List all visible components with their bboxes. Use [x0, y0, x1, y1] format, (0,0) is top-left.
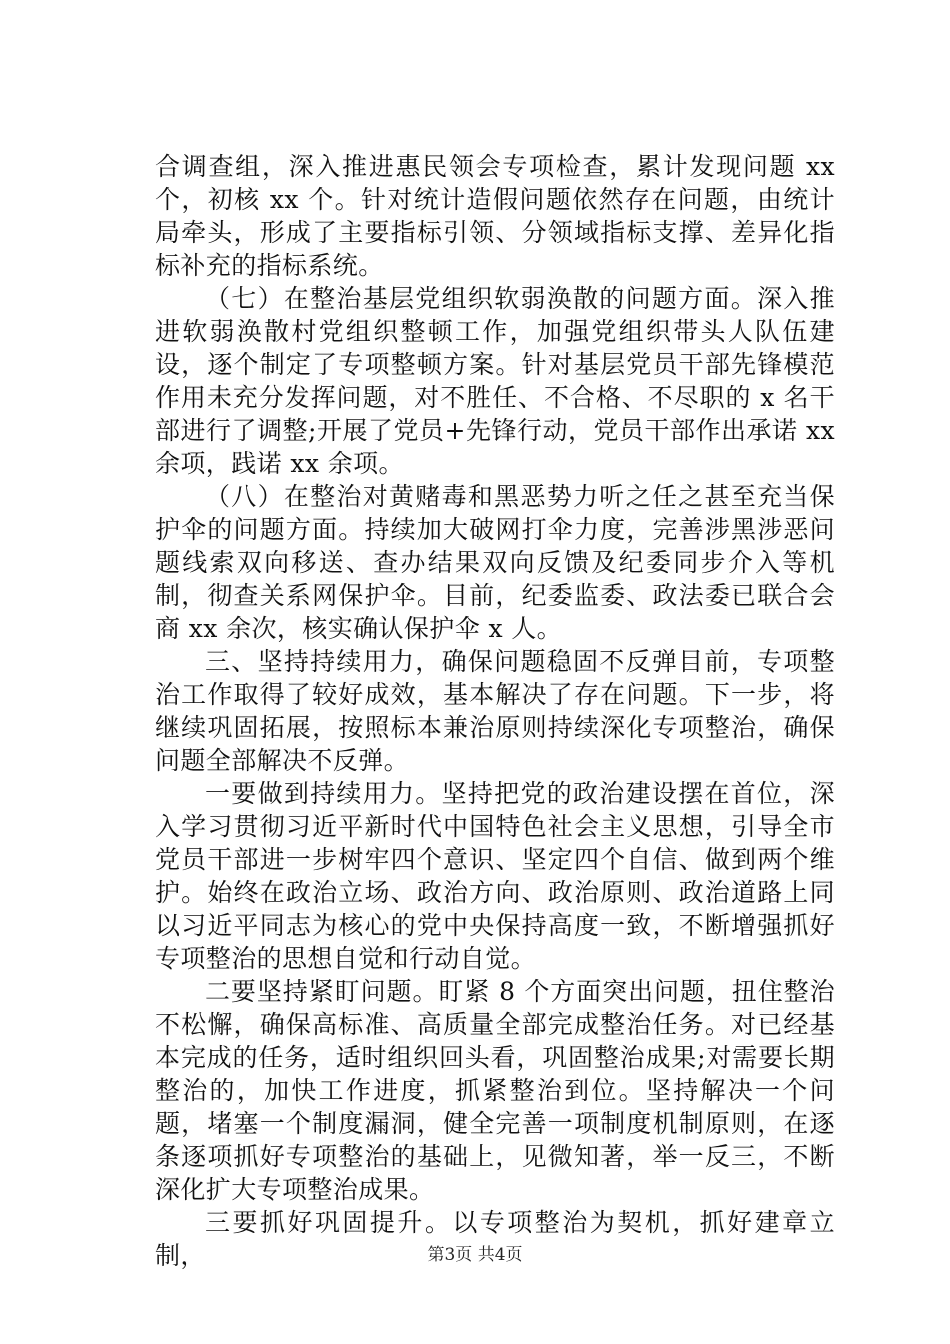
paragraph-item-seven: （七）在整治基层党组织软弱涣散的问题方面。深入推进软弱涣散村党组织整顿工作，加强党组织带头人队伍建设，逐个制定了专项整顿方案。针对基层党员干部先锋模范作用未充分发挥问题，对不胜任、不合格、不尽职的 x 名干部进行了调整;开展了党员+先锋行动，党员干部作出承诺 xx 余项，践诺 xx 余项。	[155, 284, 835, 478]
document-body	[155, 150, 835, 1272]
paragraph-item-eight: （八）在整治对黄赌毒和黑恶势力听之任之甚至充当保护伞的问题方面。持续加大破网打伞力度，完善涉黑涉恶问题线索双向移送、查办结果双向反馈及纪委同步介入等机制，彻查关系网保护伞。目前，纪委监委、政法委已联合会商 xx 余次，核实确认保护伞 x 人。	[155, 482, 835, 643]
paragraph-section-three: 三、坚持持续用力，确保问题稳固不反弹目前，专项整治工作取得了较好成效，基本解决了存在问题。下一步，将继续巩固拓展，按照标本兼治原则持续深化专项整治，确保问题全部解决不反弹。	[155, 647, 835, 775]
paragraph-point-two: 二要坚持紧盯问题。盯紧 8 个方面突出问题，扭住整治不松懈，确保高标准、高质量全部完成整治任务。对已经基本完成的任务，适时组织回头看，巩固整治成果;对需要长期整治的，加快工作进度，抓紧整治到位。坚持解决一个问题，堵塞一个制度漏洞，健全完善一项制度机制原则，在逐条逐项抓好专项整治的基础上，见微知著，举一反三，不断深化扩大专项整治成果。	[155, 977, 835, 1204]
page-footer: 第3页 共4页	[427, 1245, 523, 1265]
paragraph-point-one: 一要做到持续用力。坚持把党的政治建设摆在首位，深入学习贯彻习近平新时代中国特色社会主义思想，引导全市党员干部进一步树牢四个意识、坚定四个自信、做到两个维护。始终在政治立场、政治方向、政治原则、政治道路上同以习近平同志为核心的党中央保持高度一致，不断增强抓好专项整治的思想自觉和行动自觉。	[155, 779, 835, 973]
paragraph-point-three: 三要抓好巩固提升。以专项整治为契机，抓好建章立制，	[155, 1208, 835, 1270]
paragraph-continuation: 合调查组，深入推进惠民领会专项检查，累计发现问题 xx 个，初核 xx 个。针对统计造假问题依然存在问题，由统计局牵头，形成了主要指标引领、分领域指标支撑、差异化指标补充的指标系统。	[155, 152, 835, 280]
